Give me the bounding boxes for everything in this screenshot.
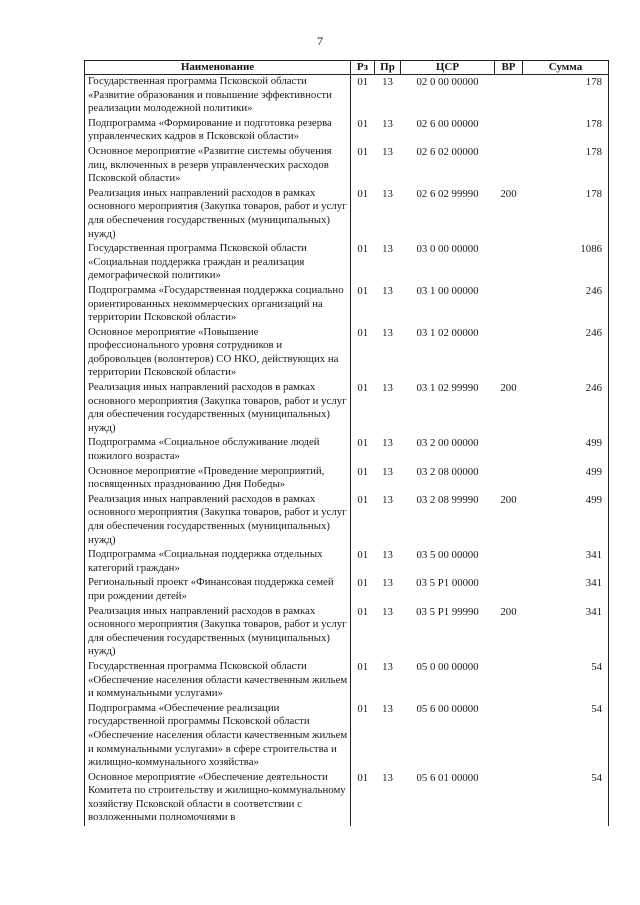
row-rz: 01 <box>357 117 369 130</box>
row-rz: 01 <box>357 76 369 88</box>
row-csr: 02 0 00 00000 <box>416 76 479 88</box>
row-pr: 13 <box>382 771 393 784</box>
row-rz: 01 <box>357 145 369 158</box>
row-rz: 01 <box>357 605 369 618</box>
row-rz: 01 <box>357 326 369 339</box>
row-pr: 13 <box>382 326 393 339</box>
row-sum: 178 <box>523 187 609 242</box>
row-sum: 178 <box>523 75 609 117</box>
row-csr: 03 1 02 00000 <box>416 326 479 339</box>
row-rz: 01 <box>357 549 369 562</box>
row-pr: 13 <box>382 577 393 590</box>
table-row <box>85 75 609 117</box>
row-pr: 13 <box>382 117 393 130</box>
header-csr: ЦСР <box>401 61 495 75</box>
row-vr <box>495 75 523 117</box>
row-name: Региональный проект «Финансовая поддержка семей при рождении детей» <box>85 576 351 604</box>
row-sum: 54 <box>523 771 609 826</box>
row-rz: 01 <box>357 382 369 395</box>
header-rz: Рз <box>351 61 375 75</box>
row-csr: 03 1 00 00000 <box>416 284 479 297</box>
row-sum: 341 <box>523 576 609 604</box>
row-rz: 01 <box>357 243 369 256</box>
budget-table <box>84 60 609 826</box>
row-name: Подпрограмма «Социальная поддержка отдельных категорий граждан» <box>85 548 351 576</box>
row-rz: 01 <box>357 702 369 715</box>
row-rz: 01 <box>357 284 369 297</box>
row-name: Подпрограмма «Социальное обслуживание людей пожилого возраста» <box>85 436 351 464</box>
row-csr: 03 5 P1 00000 <box>416 577 479 590</box>
table-row <box>85 576 609 604</box>
row-sum: 246 <box>523 284 609 326</box>
row-name: Основное мероприятие «Развитие системы обучения лиц, включенных в резерв управленческих расходов Псковской области» <box>85 145 351 187</box>
row-pr: 13 <box>382 605 393 618</box>
row-pr: 13 <box>382 187 393 200</box>
table-row <box>85 605 609 660</box>
table-row <box>85 117 609 145</box>
row-pr: 13 <box>382 493 393 506</box>
header-vr: ВР <box>495 61 523 75</box>
row-vr <box>495 326 523 381</box>
row-sum: 54 <box>523 660 609 702</box>
row-name: Реализация иных направлений расходов в рамках основного мероприятия (Закупка товаров, работ и услуг для обеспечения государственных (муниципальных) нужд) <box>85 381 351 436</box>
page-number: 7 <box>317 34 323 48</box>
header-pr: Пр <box>375 61 401 75</box>
row-pr: 13 <box>382 145 393 158</box>
table-row <box>85 548 609 576</box>
row-pr: 13 <box>382 549 393 562</box>
row-csr: 03 2 08 99990 <box>416 493 479 506</box>
row-vr <box>495 242 523 284</box>
row-vr <box>495 548 523 576</box>
row-pr: 13 <box>382 702 393 715</box>
row-pr: 13 <box>382 284 393 297</box>
table-row <box>85 702 609 771</box>
row-sum: 499 <box>523 436 609 464</box>
row-sum: 341 <box>523 605 609 660</box>
row-name: Реализация иных направлений расходов в рамках основного мероприятия (Закупка товаров, работ и услуг для обеспечения государственных (муниципальных) нужд) <box>85 605 351 660</box>
row-vr <box>495 771 523 826</box>
row-csr: 05 0 00 00000 <box>416 660 479 673</box>
row-sum: 246 <box>523 381 609 436</box>
row-rz: 01 <box>357 493 369 506</box>
row-name: Государственная программа Псковской области «Развитие образования и повышение эффективности реализации молодежной политики» <box>85 75 351 117</box>
row-vr <box>495 436 523 464</box>
row-sum: 178 <box>523 117 609 145</box>
row-sum: 499 <box>523 493 609 548</box>
table-row <box>85 771 609 826</box>
row-rz: 01 <box>357 465 369 478</box>
row-name: Подпрограмма «Государственная поддержка социально ориентированных некоммерческих организаций на территории Псковской области» <box>85 284 351 326</box>
row-sum: 499 <box>523 465 609 493</box>
row-vr <box>495 702 523 771</box>
row-vr <box>495 145 523 187</box>
row-csr: 05 6 00 00000 <box>416 702 479 715</box>
row-pr: 13 <box>382 465 393 478</box>
table-body <box>85 75 609 827</box>
row-vr <box>495 660 523 702</box>
table-row <box>85 326 609 381</box>
row-rz: 01 <box>357 187 369 200</box>
row-rz: 01 <box>357 660 369 673</box>
table-row <box>85 465 609 493</box>
table-row <box>85 660 609 702</box>
row-csr: 03 1 02 99990 <box>416 382 479 395</box>
row-sum: 54 <box>523 702 609 771</box>
table-header-row <box>85 61 609 75</box>
table-row <box>85 436 609 464</box>
header-name: Наименование <box>85 61 351 75</box>
row-vr <box>495 576 523 604</box>
row-vr <box>495 284 523 326</box>
row-rz: 01 <box>357 577 369 590</box>
row-vr: 200 <box>500 187 517 200</box>
row-csr: 03 2 00 00000 <box>416 437 479 450</box>
row-csr: 02 6 02 00000 <box>416 145 479 158</box>
row-vr: 200 <box>500 493 517 506</box>
row-pr: 13 <box>382 660 393 673</box>
row-csr: 03 5 P1 99990 <box>416 605 479 618</box>
row-name: Основное мероприятие «Обеспечение деятельности Комитета по строительству и жилищно-коммунальному хозяйству Псковской области в соответствии с возложенными полномочиями в <box>85 771 351 826</box>
row-csr: 02 6 00 00000 <box>416 117 479 130</box>
row-vr: 200 <box>500 382 517 395</box>
row-name: Подпрограмма «Формирование и подготовка резерва управленческих кадров в Псковской области» <box>85 117 351 145</box>
table-row <box>85 187 609 242</box>
header-sum: Сумма <box>523 61 609 75</box>
row-csr: 03 0 00 00000 <box>416 243 479 256</box>
row-vr: 200 <box>500 605 517 618</box>
table-row <box>85 242 609 284</box>
row-pr: 13 <box>382 76 393 88</box>
row-name: Государственная программа Псковской области «Социальная поддержка граждан и реализация демографической политики» <box>85 242 351 284</box>
row-name: Подпрограмма «Обеспечение реализации государственной программы Псковской области «Обеспечение населения области качественным жильем и коммунальными услугами» в сфере строительства и жилищно-коммунального хозяйства» <box>85 702 351 771</box>
row-pr: 13 <box>382 382 393 395</box>
row-pr: 13 <box>382 243 393 256</box>
row-sum: 246 <box>523 326 609 381</box>
row-sum: 341 <box>523 548 609 576</box>
row-name: Государственная программа Псковской области «Обеспечение населения области качественным жильем и коммунальными услугами» <box>85 660 351 702</box>
row-name: Основное мероприятие «Повышение профессионального уровня сотрудников и добровольцев (волонтеров) СО НКО, действующих на территории Псковской области» <box>85 326 351 381</box>
row-vr <box>495 117 523 145</box>
row-rz: 01 <box>357 437 369 450</box>
table-row <box>85 284 609 326</box>
row-csr: 03 2 08 00000 <box>416 465 479 478</box>
row-pr: 13 <box>382 437 393 450</box>
row-name: Реализация иных направлений расходов в рамках основного мероприятия (Закупка товаров, работ и услуг для обеспечения государственных (муниципальных) нужд) <box>85 187 351 242</box>
row-name: Реализация иных направлений расходов в рамках основного мероприятия (Закупка товаров, работ и услуг для обеспечения государственных (муниципальных) нужд) <box>85 493 351 548</box>
row-csr: 03 5 00 00000 <box>416 549 479 562</box>
row-rz: 01 <box>357 771 369 784</box>
row-csr: 02 6 02 99990 <box>416 187 479 200</box>
table-row <box>85 381 609 436</box>
row-vr <box>495 465 523 493</box>
table-row <box>85 493 609 548</box>
row-sum: 178 <box>523 145 609 187</box>
row-csr: 05 6 01 00000 <box>416 771 479 784</box>
row-sum: 1086 <box>523 242 609 284</box>
row-name: Основное мероприятие «Проведение мероприятий, посвященных празднованию Дня Победы» <box>85 465 351 493</box>
table-row <box>85 145 609 187</box>
